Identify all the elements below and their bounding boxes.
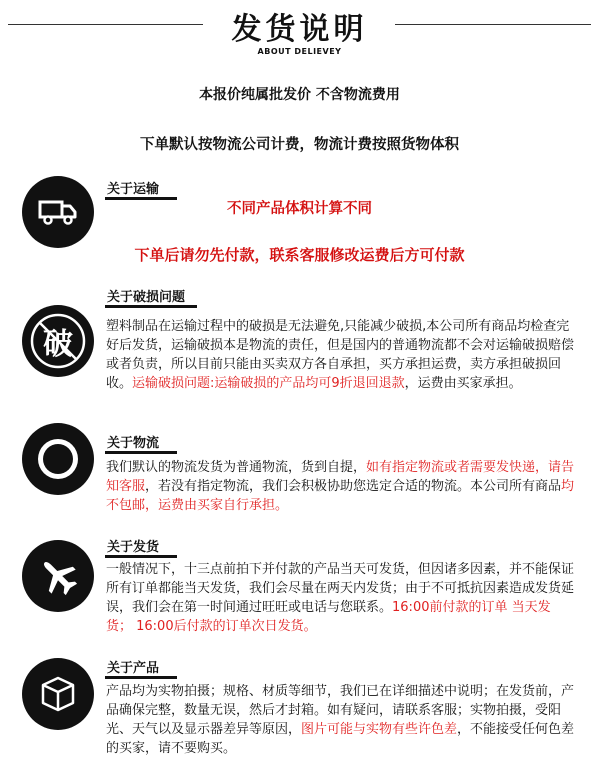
- header: [0, 0, 599, 62]
- section-title-underline: [105, 555, 177, 558]
- transport-note-payment: 下单后请勿先付款，联系客服修改运费后方可付款: [134, 246, 465, 264]
- section-title-product-label: 关于产品: [107, 661, 160, 676]
- section-title-underline: [105, 305, 197, 308]
- shipping-cutoff-note: 16:00前付款的订单 当天发货； 16:00后付款的订单次日发货。: [106, 600, 551, 634]
- section-title-shipping-label: 关于发货: [107, 540, 160, 555]
- shipping-text: 一般情况下，十三点前拍下并付款的产品当天可发货，但因诸多因素，并不能保证所有订单都能当天发货，我们会尽量在两天内发货；由于不可抵抗因素造成发货延误，我们会在第一时间通过旺旺或电话与您联系。: [106, 562, 575, 615]
- transport-note-volume: 不同产品体积计算不同: [227, 201, 372, 217]
- damage-text-tail: ，运费由买家承担。: [404, 376, 522, 391]
- logistics-paragraph: [106, 458, 576, 515]
- section-title-damage-label: 关于破损问题: [107, 290, 186, 305]
- section-title-shipping: [107, 536, 159, 555]
- page-title: 发货说明: [231, 12, 368, 47]
- section-title-product: [107, 657, 159, 676]
- broken-icon: [22, 305, 94, 377]
- section-title-logistics-label: 关于物流: [107, 436, 160, 451]
- ring-icon: [22, 423, 94, 495]
- logistics-text: 我们默认的物流发货为普通物流，货到自提，: [106, 460, 367, 475]
- broken-icon-char: 破: [43, 327, 73, 362]
- intro-price-note: 本报价纯属批发价 不含物流费用: [199, 87, 400, 103]
- damage-refund-note: 运输破损问题:运输破损的产品均可9折退回退款: [132, 376, 405, 391]
- logistics-custom-carrier-note: 如有指定物流或者需要发快递，请告知客服: [106, 460, 575, 494]
- intro-freight-note: 下单默认按物流公司计费，物流计费按照货物体积: [140, 137, 459, 153]
- product-color-note: 图片可能与实物有些许色差: [301, 722, 458, 737]
- section-title-transport-label: 关于运输: [107, 182, 160, 197]
- logistics-no-free-shipping-note: 均不包邮，运费由买家自行承担。: [106, 479, 575, 513]
- damage-text: 塑料制品在运输过程中的破损是无法避免,只能减少破损,本公司所有商品均检查完好后发货，运输破损本是物流的责任，但是国内的普通物流都不会对运输破损赔偿或者负责，所以目前只能由买卖双方各自承担，买方承担运费，卖方承担破损回收。: [106, 319, 575, 391]
- damage-paragraph: [106, 317, 576, 393]
- product-text-2: ，不能接受任何色差的买家，请不要购买。: [106, 722, 575, 756]
- product-paragraph: [106, 682, 576, 758]
- airplane-icon: [22, 540, 94, 612]
- logistics-text-2: ，若没有指定物流，我们会积极协助您选定合适的物流。本公司所有商品: [145, 479, 562, 494]
- section-title-underline: [105, 451, 177, 454]
- product-text: 产品均为实物拍摄；规格、材质等细节，我们已在详细描述中说明；在发货前，产品确保完整，数量无误，然后才封箱。如有疑问，请联系客服；实物拍摄，受阳光、天气以及显示器差异等原因，: [106, 684, 575, 737]
- shipping-paragraph: [106, 560, 576, 636]
- section-title-logistics: [107, 432, 159, 451]
- section-title-underline: [105, 676, 177, 679]
- box-icon: [22, 658, 94, 730]
- section-title-transport: [107, 178, 159, 197]
- section-title-damage: [107, 286, 185, 305]
- page-subtitle: ABOUT DELIEVEY: [257, 47, 342, 56]
